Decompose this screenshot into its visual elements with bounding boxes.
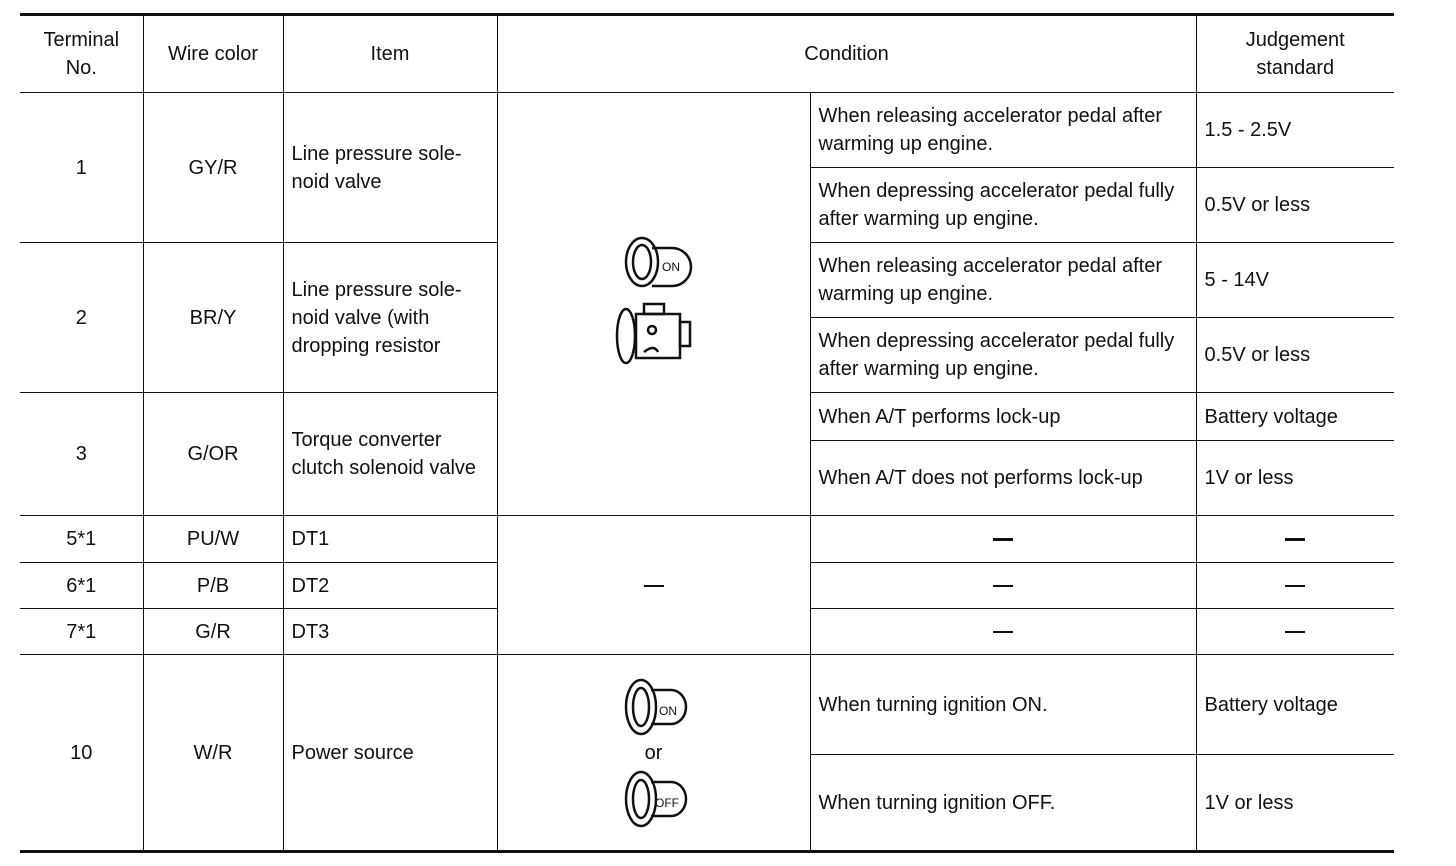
wire-color: G/OR — [143, 393, 283, 516]
ignition-engine-icon-group — [614, 234, 694, 374]
header-terminal: Terminal No. — [20, 15, 143, 93]
header-judgement: Judgement standard — [1196, 15, 1394, 93]
terminal-no: 2 — [20, 243, 143, 393]
judgement: 0.5V or less — [1196, 318, 1394, 393]
svg-text:ON: ON — [661, 260, 680, 274]
judgement: Battery voltage — [1196, 655, 1394, 755]
table-row — [20, 655, 1394, 755]
condition: When releasing accelerator pedal after warming up engine. — [810, 243, 1196, 318]
judgement: 1V or less — [1196, 441, 1394, 516]
terminal-no: 1 — [20, 93, 143, 243]
item: DT1 — [283, 516, 497, 563]
item: DT3 — [283, 609, 497, 655]
terminal-no: 3 — [20, 393, 143, 516]
judgement — [1196, 609, 1394, 655]
ignition-key-off-icon — [619, 768, 689, 830]
terminal-no: 7*1 — [20, 609, 143, 655]
or-label: or — [644, 741, 663, 764]
ignition-key-on-icon — [626, 238, 691, 286]
condition-icons-cell — [497, 655, 810, 852]
wire-color: PU/W — [143, 516, 283, 563]
dash-mark — [993, 538, 1013, 541]
dash-mark — [644, 585, 664, 587]
condition — [810, 609, 1196, 655]
header-condition: Condition — [497, 15, 1196, 93]
condition: When depressing accelerator pedal fully after warming up engine. — [810, 168, 1196, 243]
condition-icons-cell — [497, 516, 810, 655]
wire-color: BR/Y — [143, 243, 283, 393]
condition-icons-cell — [497, 93, 810, 516]
ignition-key-on-icon — [619, 676, 689, 738]
judgement: 1.5 - 2.5V — [1196, 93, 1394, 168]
dash-mark — [1285, 585, 1305, 587]
terminal-no: 5*1 — [20, 516, 143, 563]
terminal-no: 6*1 — [20, 563, 143, 609]
table-row — [20, 516, 1394, 563]
svg-text:ON: ON — [658, 703, 677, 718]
condition — [810, 516, 1196, 563]
wire-color: P/B — [143, 563, 283, 609]
item: Line pressure sole-noid valve — [283, 93, 497, 243]
wire-color: GY/R — [143, 93, 283, 243]
engine-running-icon — [617, 304, 690, 363]
item: DT2 — [283, 563, 497, 609]
header-wire-color: Wire color — [143, 15, 283, 93]
judgement: 5 - 14V — [1196, 243, 1394, 318]
terminal-spec-table — [20, 13, 1394, 853]
judgement — [1196, 516, 1394, 563]
judgement: Battery voltage — [1196, 393, 1394, 441]
header-row — [20, 15, 1394, 93]
header-item: Item — [283, 15, 497, 93]
item: Line pressure sole-noid valve (with dropping resistor — [283, 243, 497, 393]
wire-color: G/R — [143, 609, 283, 655]
table-row — [20, 93, 1394, 168]
item: Power source — [283, 655, 497, 852]
condition: When A/T does not performs lock-up — [810, 441, 1196, 516]
wire-color: W/R — [143, 655, 283, 852]
dash-mark — [993, 631, 1013, 633]
terminal-no: 10 — [20, 655, 143, 852]
svg-text:OFF: OFF — [654, 795, 679, 810]
judgement: 1V or less — [1196, 755, 1394, 852]
item: Torque converter clutch solenoid valve — [283, 393, 497, 516]
condition: When depressing accelerator pedal fully after warming up engine. — [810, 318, 1196, 393]
condition: When turning ignition ON. — [810, 655, 1196, 755]
judgement — [1196, 563, 1394, 609]
condition: When releasing accelerator pedal after warming up engine. — [810, 93, 1196, 168]
condition: When A/T performs lock-up — [810, 393, 1196, 441]
dash-mark — [993, 585, 1013, 587]
condition — [810, 563, 1196, 609]
dash-mark — [1285, 538, 1305, 541]
condition: When turning ignition OFF. — [810, 755, 1196, 852]
judgement: 0.5V or less — [1196, 168, 1394, 243]
dash-mark — [1285, 631, 1305, 633]
